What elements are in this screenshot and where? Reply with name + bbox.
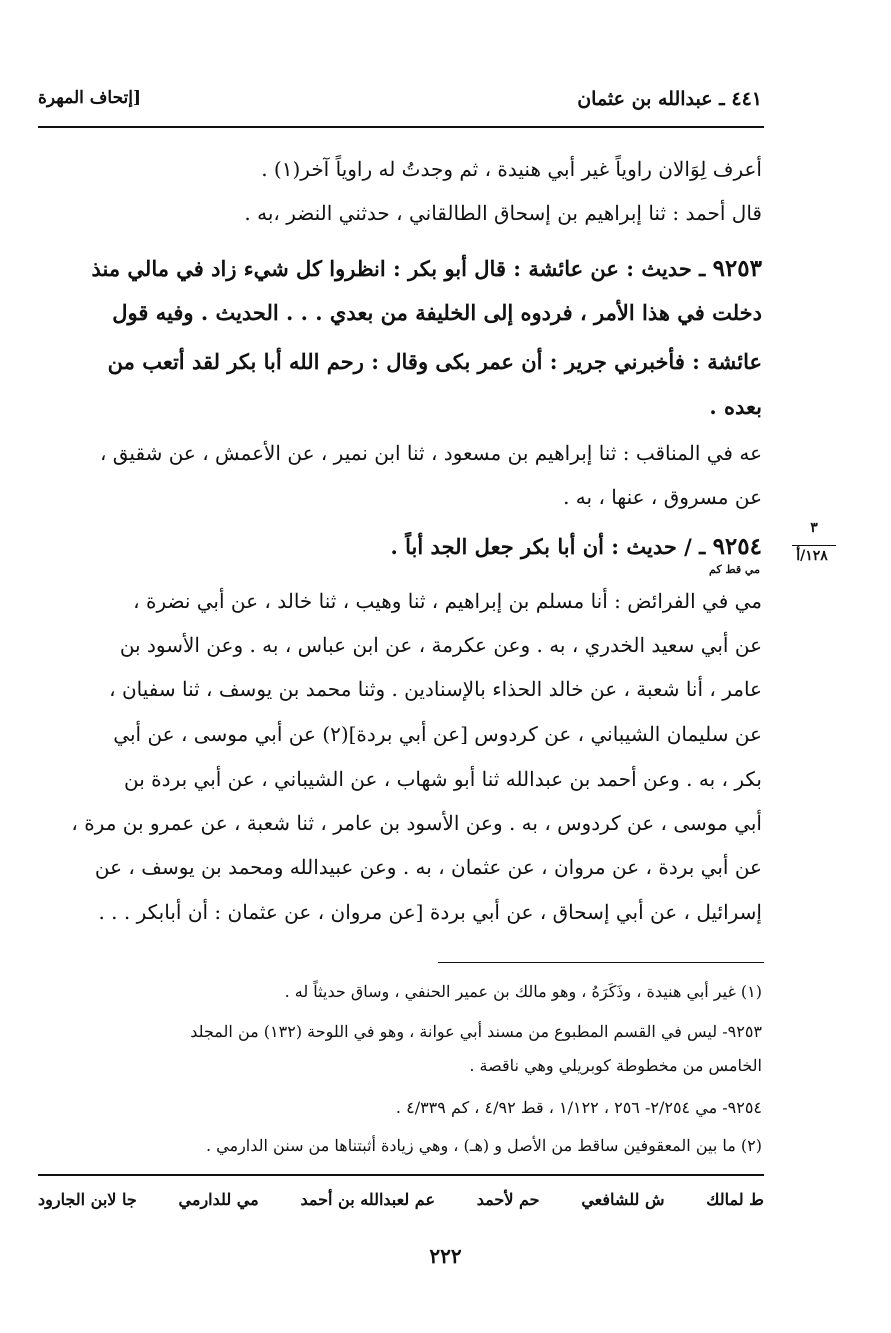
footnote-rule xyxy=(438,962,764,963)
hadith-text-line: بعده . xyxy=(709,394,762,419)
source-line: عن أبي بردة ، عن مروان ، عن عثمان ، به . وعن عبيدالله ومحمد بن يوسف ، عن xyxy=(94,855,762,879)
footnote: (٢) ما بين المعقوفين ساقط من الأصل و (هـ) ، وهي زيادة أثبتناها من سنن الدارمي . xyxy=(206,1136,762,1155)
abbreviation: حم لأحمد xyxy=(476,1190,540,1209)
abbreviation-key xyxy=(38,1190,764,1216)
hadith-heading xyxy=(40,532,762,562)
hadith-text-line: دخلت في هذا الأمر ، فردوه إلى الخليفة من بعدي . . . الحديث . وفيه قول xyxy=(112,300,762,325)
abbreviation: مي للدارمي xyxy=(178,1190,259,1209)
book-title: [إتحاف المهرة xyxy=(38,88,142,108)
source-line: عن أبي سعيد الخدري ، به . وعن عكرمة ، عن ابن عباس ، به . وعن الأسود بن xyxy=(119,633,762,657)
abbreviation: ش للشافعي xyxy=(581,1190,665,1209)
abbreviation: جا لابن الجارود xyxy=(38,1190,137,1209)
page-number: ٢٢٢ xyxy=(429,1244,462,1268)
text-line: أعرف لِوَالان راوياً غير أبي هنيدة ، ثم وجدتُ له راوياً آخر(١) . xyxy=(261,157,762,181)
hadith-text: ـ / حديث : أن أبا بكر جعل الجد أباً . xyxy=(390,534,706,559)
margin-rule xyxy=(792,545,836,546)
source-line: مي في الفرائض : أنا مسلم بن إبراهيم ، ثنا وهيب ، ثنا خالد ، عن أبي نضرة ، xyxy=(133,589,762,613)
source-sigla: مي قط كم xyxy=(709,563,760,576)
source-line: عامر ، أنا شعبة ، عن خالد الحذاء بالإسنادين . وثنا محمد بن يوسف ، ثنا سفيان ، xyxy=(109,677,762,701)
source-line: عن سليمان الشيباني ، عن كردوس [عن أبي بردة](٢) عن أبي موسى ، عن أبي xyxy=(113,722,762,746)
header-rule xyxy=(38,126,764,128)
footer-rule xyxy=(38,1174,764,1176)
text-line: قال أحمد : ثنا إبراهيم بن إسحاق الطالقاني ، حدثني النضر ،به . xyxy=(244,201,762,225)
footnote: ٩٢٥٤- مي ٢/٢٥٤- ٢٥٦ ، ١/١٢٢ ، قط ٤/٩٢ ، كم ٤/٣٣٩ . xyxy=(395,1098,762,1117)
running-header xyxy=(38,88,762,116)
footnote: ٩٢٥٣- ليس في القسم المطبوع من مسند أبي عوانة ، وهو في اللوحة (١٣٢) من المجلد xyxy=(190,1022,762,1041)
hadith-text: ـ حديث : عن عائشة : قال أبو بكر : انظروا كل شيء زاد في مالي منذ xyxy=(91,256,706,281)
abbreviation: عم لعبدالله بن أحمد xyxy=(300,1190,435,1209)
abbreviation: ط لمالك xyxy=(706,1190,764,1209)
margin-volume: ٣ xyxy=(810,520,818,536)
source-line: عن مسروق ، عنها ، به . xyxy=(563,485,762,509)
margin-folio: ١٢٨/أ xyxy=(796,548,828,564)
source-line: عه في المناقب : ثنا إبراهيم بن مسعود ، ثنا ابن نمير ، عن الأعمش ، عن شقيق ، xyxy=(99,441,762,465)
hadith-number: ٩٢٥٤ xyxy=(712,533,762,560)
source-line: بكر ، به . وعن أحمد بن عبدالله ثنا أبو شهاب ، عن الشيباني ، عن أبي بردة بن xyxy=(124,767,762,791)
hadith-text-line: عائشة : فأخبرني جرير : أن عمر بكى وقال : رحم الله أبا بكر لقد أتعب من xyxy=(107,349,762,374)
source-line: أبي موسى ، عن كردوس ، به . وعن الأسود بن عامر ، ثنا شعبة ، عن عمرو بن مرة ، xyxy=(71,811,762,835)
source-line: إسرائيل ، عن أبي إسحاق ، عن أبي بردة [عن مروان ، عن عثمان : أن أبابكر . . . xyxy=(98,900,762,924)
hadith-heading xyxy=(40,254,762,284)
hadith-number: ٩٢٥٣ xyxy=(712,255,762,282)
chapter-title: ٤٤١ ـ عبدالله بن عثمان xyxy=(577,88,762,110)
footnote: الخامس من مخطوطة كوبريلي وهي ناقصة . xyxy=(469,1056,762,1075)
footnote: (١) غير أبي هنيدة ، وذَكَرَهُ ، وهو مالك بن عمير الحنفي ، وساق حديثاً له . xyxy=(284,982,762,1001)
